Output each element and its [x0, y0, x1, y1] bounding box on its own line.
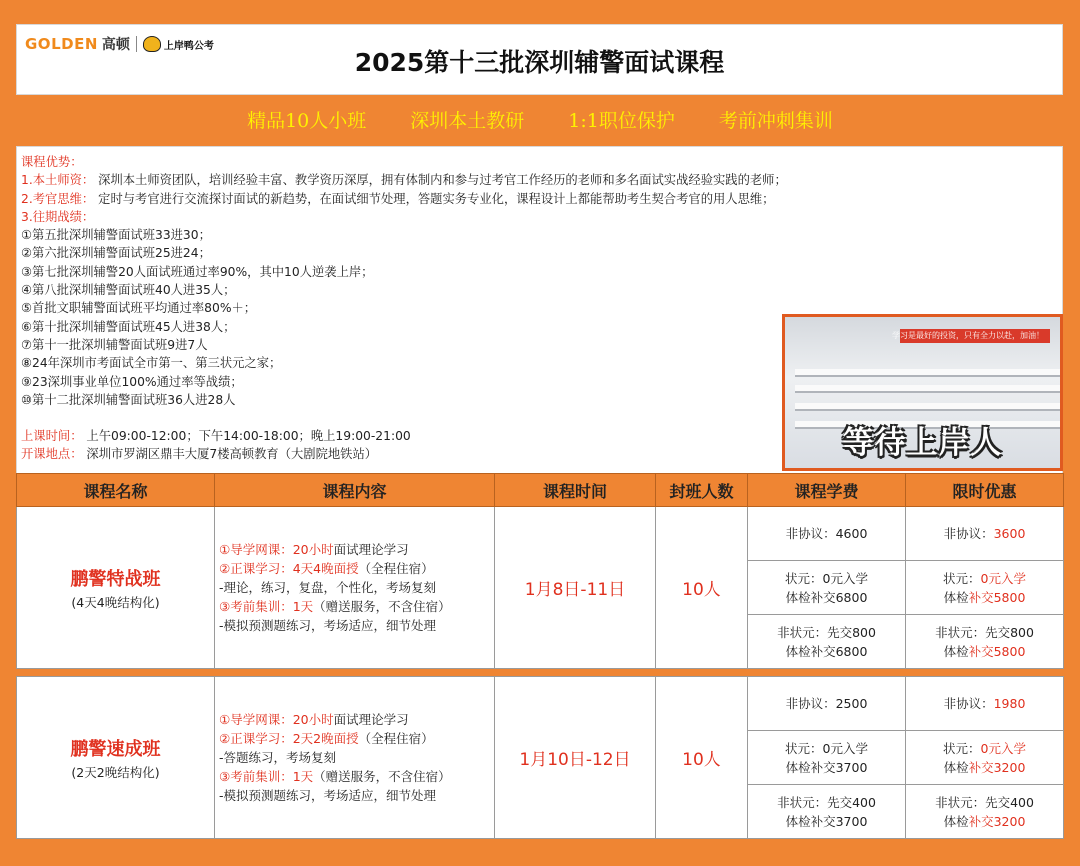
content-line: ①导学网课：20小时 [219, 712, 334, 727]
record-item: ③第七批深圳辅警20人面试班通过率90%，其中10人逆袭上岸； [21, 264, 374, 279]
tuition-cell: 状元：0元入学 体检补交6800 [748, 561, 906, 615]
tuition-cell: 非状元：先交400 体检补交3700 [748, 785, 906, 839]
advantage-item-records: 3.往期战绩： [21, 209, 95, 224]
class-time-text: 上午09:00-12:00；下午14:00-18:00；晚上19:00-21:00 [86, 429, 411, 444]
tuition-cell: 非协议：2500 [748, 677, 906, 731]
content-line: -模拟预测题练习，考场适应，细节处理 [219, 788, 437, 803]
advantage-text: 定时与考官进行交流探讨面试的新趋势，在面试细节处理，答题实务专业化，课程设计上都能帮助考生契合考官的用人思维； [98, 191, 775, 206]
content-line: ②正课学习：4天4晚面授 [219, 561, 359, 576]
slogan-item: 考前冲刺集训 [718, 110, 833, 132]
content-line: ③考前集训：1天 [219, 769, 314, 784]
class-size: 10人 [656, 677, 748, 839]
content-line: （全程住宿） [358, 561, 434, 576]
course-name: 鹏警特战班 [70, 568, 161, 590]
course-table [16, 473, 1064, 839]
record-item: ⑥第十批深圳辅警面试班45人进38人； [21, 319, 236, 334]
content-line: ①导学网课：20小时 [219, 542, 334, 557]
advantage-label: 2.考官思维： [21, 191, 95, 206]
advantage-label: 1.本土师资： [21, 173, 95, 188]
sub-brand-name: 上岸鸭公考 [163, 40, 214, 52]
record-item: ⑨23深圳事业单位100%通过率等战绩； [21, 374, 243, 389]
record-item: ②第六批深圳辅警面试班25进24； [21, 246, 211, 261]
header-tuition: 课程学费 [748, 474, 906, 507]
tuition-cell: 非状元：先交800 体检补交6800 [748, 615, 906, 669]
course-name-cell [17, 507, 215, 669]
record-item: ①第五批深圳辅警面试班33进30； [21, 228, 211, 243]
course-time: 1月10日-12日 [495, 677, 656, 839]
header-discount: 限时优惠 [906, 474, 1064, 507]
record-item: ⑩第十二批深圳辅警面试班36人进28人 [21, 392, 236, 407]
advantage-item-examiner [21, 190, 1058, 208]
content-line: （赠送服务，不含住宿） [313, 769, 451, 784]
record-item: ④第八批深圳辅警面试班40人进35人； [21, 283, 236, 298]
content-line: ②正课学习：2天2晚面授 [219, 731, 359, 746]
record-item: ⑧24年深圳市考面试全市第一、第三状元之家； [21, 356, 282, 371]
course-time: 1月8日-11日 [495, 507, 656, 669]
discount-cell: 非协议：3600 [906, 507, 1064, 561]
header-panel [16, 24, 1063, 95]
advantage-item-teachers [21, 171, 1058, 189]
course-name: 鹏警速成班 [70, 738, 161, 760]
discount-cell: 非协议：1980 [906, 677, 1064, 731]
photo-banner-text: 学习是最好的投资，只有全力以赴，加油！ [892, 331, 1044, 340]
table-row [17, 677, 1064, 731]
golden-logo-cn: 高顿 [101, 37, 130, 53]
class-location-label: 开课地点： [21, 447, 83, 462]
advantages-heading: 课程优势： [21, 155, 83, 169]
tuition-cell: 非协议：4600 [748, 507, 906, 561]
classroom-photo [782, 314, 1063, 471]
discount-cell: 状元：0元入学 体检补交3200 [906, 731, 1064, 785]
record-item: ⑦第十一批深圳辅警面试班9进7人 [21, 337, 208, 352]
header-course-name: 课程名称 [17, 474, 215, 507]
advantage-text: 深圳本土师资团队，培训经验丰富、教学资历深厚，拥有体制内和参与过考官工作经历的老师和多名面试实战经验实践的老师； [98, 173, 787, 188]
course-format: (2天2晚结构化) [71, 764, 160, 780]
content-line: （全程住宿） [358, 731, 434, 746]
content-line: 面试理论学习 [333, 712, 409, 727]
class-location-text: 深圳市罗湖区鼎丰大厦7楼高顿教育（大剧院地铁站） [86, 447, 378, 462]
content-line: -答题练习，考场复刻 [219, 750, 337, 765]
photo-caption: 等待上岸人 [842, 425, 1003, 461]
course-content-cell [215, 507, 495, 669]
content-line: （赠送服务，不含住宿） [313, 599, 451, 614]
header-course-content: 课程内容 [215, 474, 495, 507]
course-format: (4天4晚结构化) [71, 594, 160, 610]
discount-cell: 非状元：先交800 体检补交5800 [906, 615, 1064, 669]
table-header-row [17, 474, 1064, 507]
record-item: ⑤首批文职辅警面试班平均通过率80%＋； [21, 301, 257, 316]
slogan-item: 精品10人小班 [247, 110, 367, 132]
tuition-cell: 状元：0元入学 体检补交3700 [748, 731, 906, 785]
content-line: -模拟预测题练习，考场适应，细节处理 [219, 618, 437, 633]
class-size: 10人 [656, 507, 748, 669]
slogan-item: 1:1职位保护 [568, 110, 675, 132]
content-line: -理论，练习，复盘，个性化，考场复刻 [219, 580, 437, 595]
class-time-label: 上课时间： [21, 429, 83, 444]
course-content-cell [215, 677, 495, 839]
page-title: 2025第十三批深圳辅警面试课程 [354, 48, 725, 77]
slogan-item: 深圳本土教研 [410, 110, 525, 132]
slogan-bar [0, 106, 1080, 133]
content-line: ③考前集训：1天 [219, 599, 314, 614]
course-name-cell [17, 677, 215, 839]
discount-cell: 状元：0元入学 体检补交5800 [906, 561, 1064, 615]
content-line: 面试理论学习 [333, 542, 409, 557]
table-row [17, 507, 1064, 561]
row-separator [17, 669, 1064, 677]
header-course-time: 课程时间 [495, 474, 656, 507]
discount-cell: 非状元：先交400 体检补交3200 [906, 785, 1064, 839]
header-class-size: 封班人数 [656, 474, 748, 507]
golden-logo-text: GOLDEN [25, 35, 98, 53]
